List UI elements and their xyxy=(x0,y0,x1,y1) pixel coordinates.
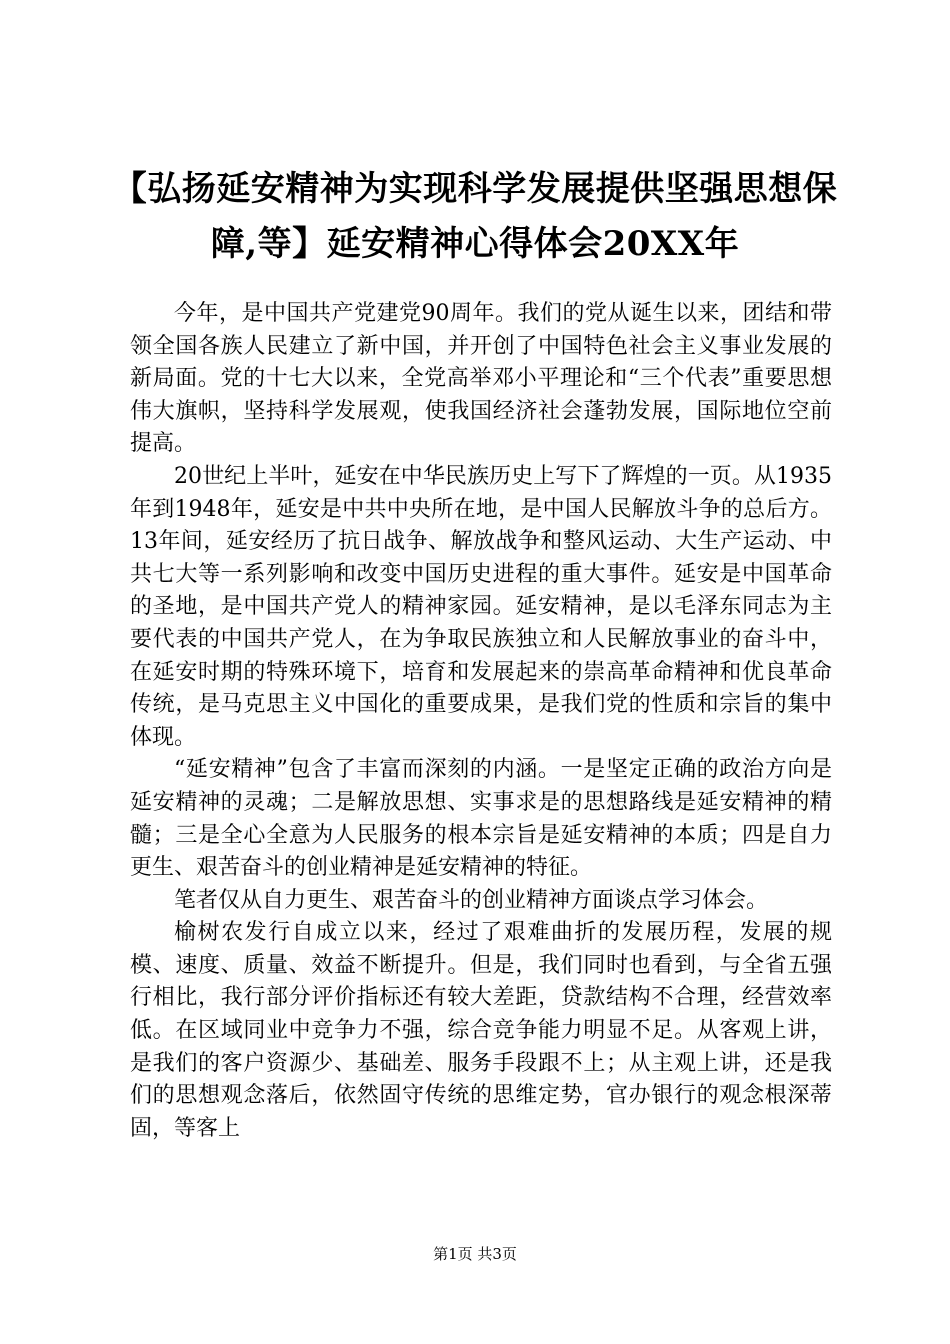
document-title: 【弘扬延安精神为实现科学发展提供坚强思想保障,等】延安精神心得体会20XX年 xyxy=(112,169,838,264)
paragraph-4: 笔者仅从自力更生、艰苦奋斗的创业精神方面谈点学习体会。 xyxy=(174,887,769,913)
document-body xyxy=(130,298,832,1145)
paragraph-1: 今年，是中国共产党建党90周年。我们的党从诞生以来，团结和带领全国各族人民建立了新中国，并开创了中国特色社会主义事业发展的新局面。党的十七大以来，全党高举邓小平理论和“三个代表”重要思想伟大旗帜，坚持科学发展观，使我国经济社会蓬勃发展，国际地位空前提高。 xyxy=(130,301,832,457)
paragraph-5: 榆树农发行自成立以来，经过了艰难曲折的发展历程，发展的规模、速度、质量、效益不断提升。但是，我们同时也看到，与全省五强行相比，我行部分评价指标还有较大差距，贷款结构不合理，经营效率低。在区域同业中竞争力不强，综合竞争能力明显不足。从客观上讲，是我们的客户资源少、基础差、服务手段跟不上；从主观上讲，还是我们的思想观念落后，依然固守传统的思维定势，官办银行的观念根深蒂固，等客上 xyxy=(130,920,832,1141)
paragraph-3: “延安精神”包含了丰富而深刻的内涵。一是坚定正确的政治方向是延安精神的灵魂；二是解放思想、实事求是的思想路线是延安精神的精髓；三是全心全意为人民服务的根本宗旨是延安精神的本质；四是自力更生、艰苦奋斗的创业精神是延安精神的特征。 xyxy=(130,757,832,881)
page-footer: 第1页 共3页 xyxy=(433,1245,517,1263)
paragraph-2: 20世纪上半叶，延安在中华民族历史上写下了辉煌的一页。从1935年到1948年，延安是中共中央所在地，是中国人民解放斗争的总后方。13年间，延安经历了抗日战争、解放战争和整风运动、大生产运动、中共七大等一系列影响和改变中国历史进程的重大事件。延安是中国革命的圣地，是中国共产党人的精神家园。延安精神，是以毛泽东同志为主要代表的中国共产党人，在为争取民族独立和人民解放事业的奋斗中，在延安时期的特殊环境下，培育和发展起来的崇高革命精神和优良革命传统，是马克思主义中国化的重要成果，是我们党的性质和宗旨的集中体现。 xyxy=(130,463,832,750)
